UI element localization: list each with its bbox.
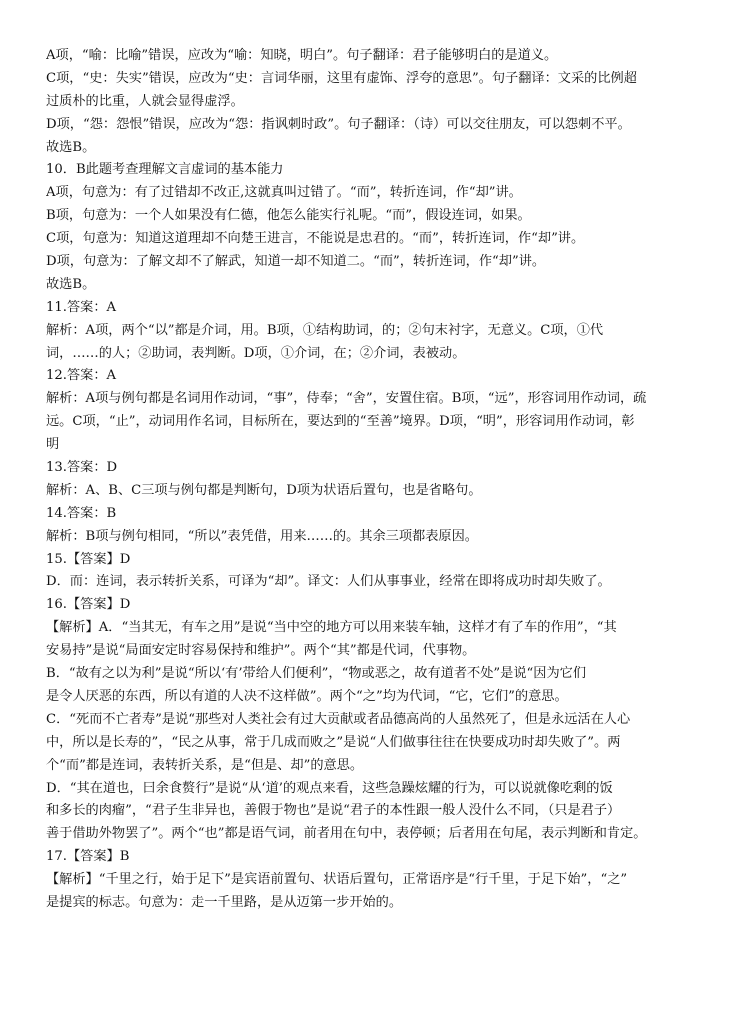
text-line: 解析：B项与例句相同，“所以”表凭借，用来……的。其余三项都表原因。 <box>46 528 478 544</box>
text-line: 【解析】A．“当其无，有车之用”是说“当中空的地方可以用来装车轴，这样才有了车的作用”，“其 <box>46 620 617 636</box>
text-line: 是提宾的标志。句意为：走一千里路，是从迈第一步开始的。 <box>46 894 403 910</box>
text-line: 解析：A项与例句都是名词用作动词，“事”，侍奉；“舍”，安置住宿。B项，“远”，形容词用作动词，疏 <box>46 391 647 407</box>
text-line: B项，句意为：一个人如果没有仁德，他怎么能实行礼呢。“而”，假设连词，如果。 <box>46 208 531 224</box>
text-line: D．“其在道也，曰余食赘行”是说“从‘道’的观点来看，这些急躁炫耀的行为，可以说就像吃剩的饭 <box>46 780 613 796</box>
text-line: 12.答案：A <box>46 368 117 384</box>
text-line: 是令人厌恶的东西，所以有道的人决不这样做”。两个“之”均为代词，“它，它们”的意思。 <box>46 688 568 704</box>
text-line: 词，……的人；②助词，表判断。D项，①介词，在；②介词，表被动。 <box>46 345 466 361</box>
text-line: 故选B。 <box>46 139 96 155</box>
text-line: D项，“怨：怨恨”错误，应改为“怨：指讽刺时政”。句子翻译：（诗）可以交往朋友，可以怨刺不平。 <box>46 116 631 132</box>
text-line: 10．B此题考查理解文言虚词的基本能力 <box>46 162 284 178</box>
text-line: 善于借助外物罢了”。两个“也”都是语气词，前者用在句中，表停顿；后者用在句尾，表示判断和肯定。 <box>46 826 647 842</box>
text-line: C项，句意为：知道这道理却不向楚王进言，不能说是忠君的。“而”，转折连词，作“却”讲。 <box>46 231 585 247</box>
text-line: 安易持”是说“局面安定时容易保持和维护”。两个“其”都是代词，代事物。 <box>46 643 476 659</box>
text-line: 【解析】“千里之行，始于足下”是宾语前置句、状语后置句，正常语序是“行千里，于足下始”，“之” <box>46 872 628 888</box>
text-line: 个“而”都是连词，表转折关系，是“但是、却”的意思。 <box>46 757 364 773</box>
text-line: 14.答案：B <box>46 505 117 521</box>
text-line: 中，所以是长寿的”，“民之从事，常于几成而败之”是说“人们做事往往在快要成功时却失败了”。两 <box>46 734 621 750</box>
text-line: 13.答案：D <box>46 460 118 476</box>
text-line: 解析：A、B、C三项与例句都是判断句，D项为状语后置句，也是省略句。 <box>46 482 482 498</box>
text-line: A项，句意为：有了过错却不改正,这就真叫过错了。“而”，转折连词，作“却”讲。 <box>46 185 522 201</box>
text-line: 故选B。 <box>46 276 96 292</box>
text-line: 明 <box>46 437 60 453</box>
text-line: D．而：连词，表示转折关系，可译为“却”。译文：人们从事事业，经常在即将成功时却失败了。 <box>46 574 611 590</box>
text-line: 过质朴的比重，人就会显得虚浮。 <box>46 93 244 109</box>
text-line: 17.【答案】B <box>46 849 130 865</box>
text-line: 15.【答案】D <box>46 551 131 567</box>
text-line: C．“死而不亡者寿”是说“那些对人类社会有过大贡献或者品德高尚的人虽然死了，但是永远活在人心 <box>46 711 631 727</box>
text-line: A项，“喻：比喻”错误，应改为“喻：知晓，明白”。句子翻译：君子能够明白的是道义。 <box>46 48 558 63</box>
text-line: D项，句意为：了解文却不了解武，知道一却不知道二。“而”，转折连词，作“却”讲。 <box>46 254 546 270</box>
text-line: 和多长的肉瘤”，“君子生非异也，善假于物也”是说“君子的本性跟一般人没什么不同，（只是君子） <box>46 803 621 819</box>
text-line: 11.答案：A <box>46 299 117 315</box>
text-line: 解析：A项，两个“以”都是介词，用。B项，①结构助词，的；②句末衬字，无意义。C项，①代 <box>46 322 604 338</box>
text-line: B．“故有之以为利”是说“所以‘有’带给人们便利”，“物或恶之，故有道者不处”是说“因为它们 <box>46 666 587 682</box>
text-line: 远。C项，“止”，动词用作名词，目标所在，要达到的“至善”境界。D项，“明”，形容词用作动词，彰 <box>46 414 635 430</box>
text-line: C项，“史：失实”错误，应改为“史：言词华丽，这里有虚饰、浮夸的意思”。句子翻译：文采的比例超 <box>46 70 637 86</box>
text-line: 16.【答案】D <box>46 597 131 613</box>
